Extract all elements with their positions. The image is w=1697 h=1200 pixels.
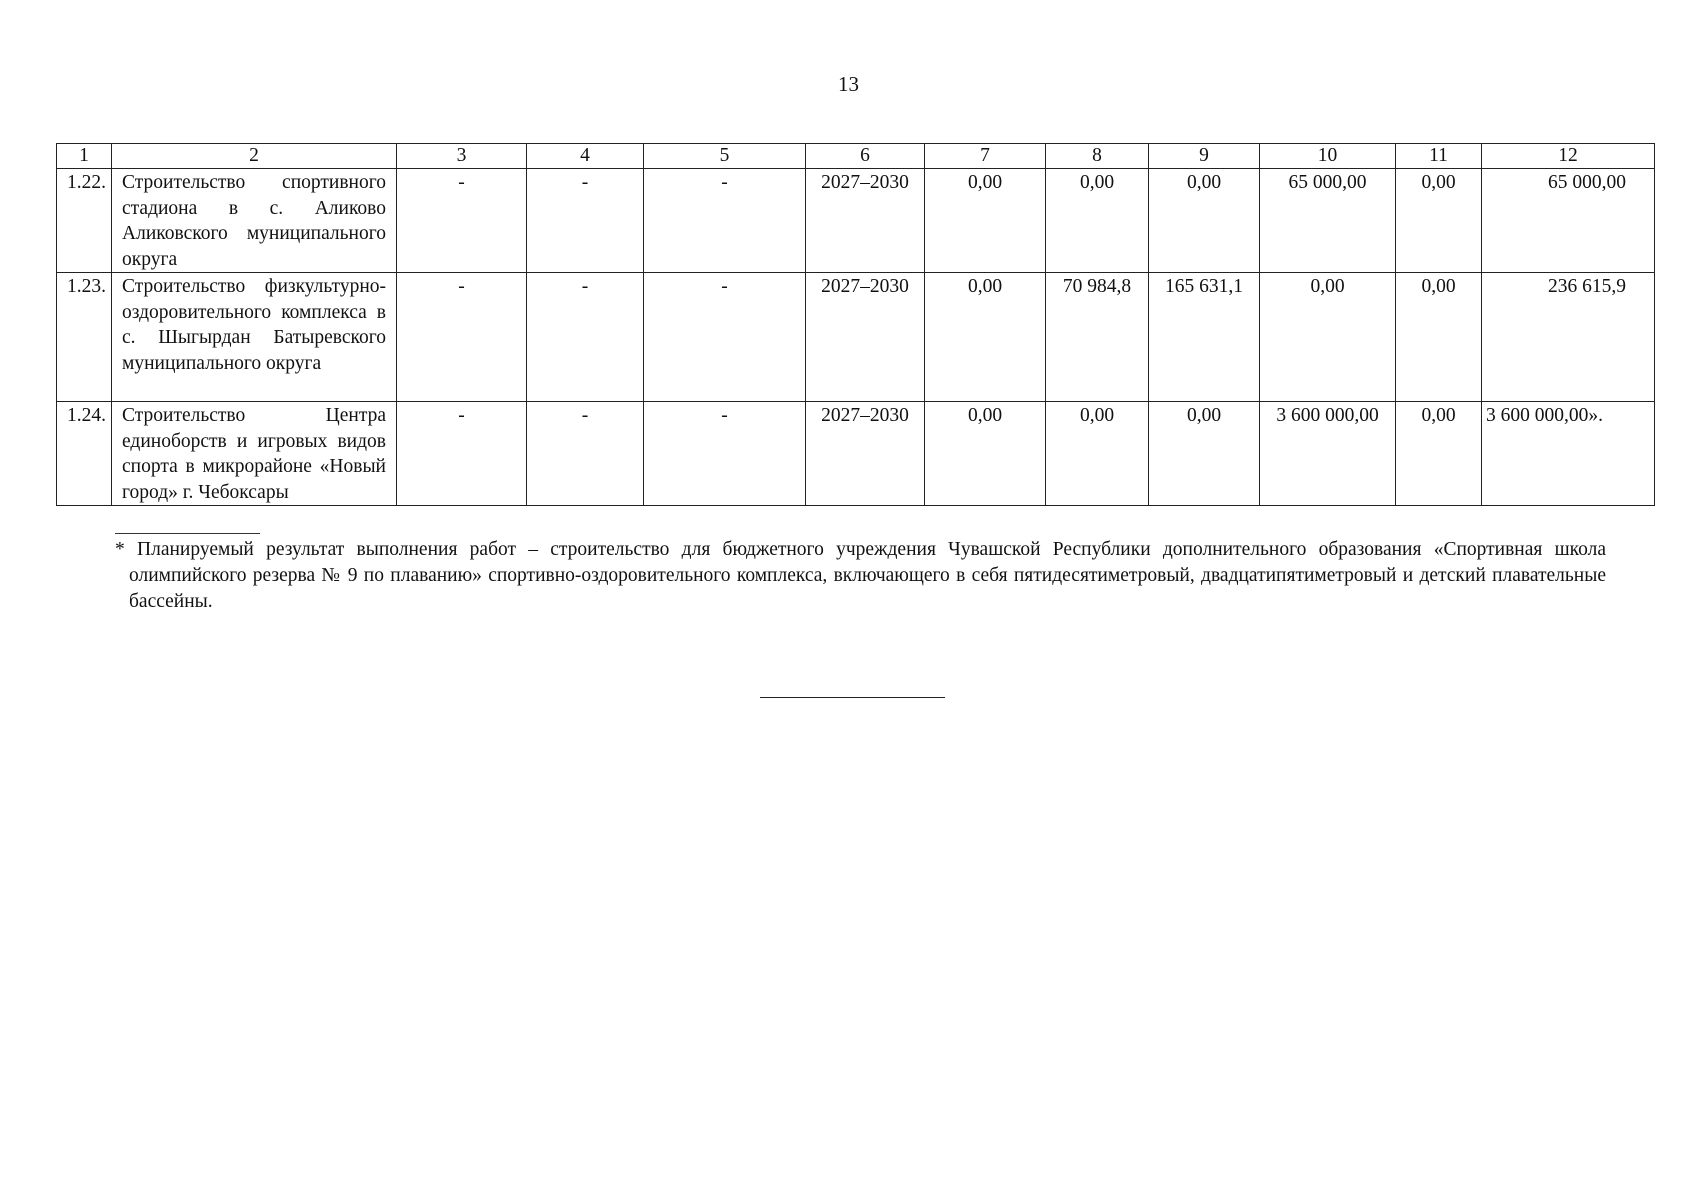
table-header-row [57, 144, 1655, 169]
cell-col11: 0,00 [1396, 273, 1482, 402]
end-of-document-rule [760, 697, 945, 698]
cell-period: 2027–2030 [806, 402, 925, 506]
row-name: Строительство Центра единоборств и игровых видов спорта в микрорайоне «Новый город» г. Чебоксары [112, 402, 397, 506]
cell-col5: - [644, 402, 806, 506]
cell-col3: - [397, 402, 527, 506]
cell-col8: 70 984,8 [1046, 273, 1149, 402]
cell-col4: - [527, 402, 644, 506]
column-header: 9 [1149, 144, 1260, 169]
column-header: 4 [527, 144, 644, 169]
cell-period: 2027–2030 [806, 169, 925, 273]
cell-col7: 0,00 [925, 402, 1046, 506]
column-header: 2 [112, 144, 397, 169]
column-header: 7 [925, 144, 1046, 169]
cell-col5: - [644, 169, 806, 273]
cell-col12: 3 600 000,00». [1482, 402, 1655, 506]
footnote: * Планируемый результат выполнения работ – строительство для бюджетного учреждения Чувашской Республики дополнительного образования «Спортивная школа олимпийского резерва № 9 по плаванию» спортивно-оздоровительного комплекса, включающего в себя пятидесятиметровый, двадцатипятиметровый и детский плавательные бассейны. [115, 539, 1606, 612]
cell-col8: 0,00 [1046, 402, 1149, 506]
column-header: 6 [806, 144, 925, 169]
column-header: 8 [1046, 144, 1149, 169]
column-header: 1 [57, 144, 112, 169]
column-header: 10 [1260, 144, 1396, 169]
table-row [57, 402, 1655, 506]
column-header: 12 [1482, 144, 1655, 169]
column-header: 11 [1396, 144, 1482, 169]
program-table [56, 143, 1655, 506]
cell-col8: 0,00 [1046, 169, 1149, 273]
cell-col11: 0,00 [1396, 402, 1482, 506]
cell-col7: 0,00 [925, 273, 1046, 402]
cell-col10: 3 600 000,00 [1260, 402, 1396, 506]
row-number: 1.24. [57, 402, 112, 506]
cell-col7: 0,00 [925, 169, 1046, 273]
cell-col10: 65 000,00 [1260, 169, 1396, 273]
column-header: 3 [397, 144, 527, 169]
cell-col5: - [644, 273, 806, 402]
row-name: Строительство спортивного стадиона в с. Аликово Аликовского муниципального округа [112, 169, 397, 273]
cell-col12: 236 615,9 [1482, 273, 1655, 402]
column-header: 5 [644, 144, 806, 169]
cell-col11: 0,00 [1396, 169, 1482, 273]
row-name: Строительство физкультурно-оздоровительного комплекса в с. Шыгырдан Батыревского муниципального округа [112, 273, 397, 402]
table-row [57, 273, 1655, 402]
footnote-separator [115, 533, 260, 534]
cell-col9: 0,00 [1149, 402, 1260, 506]
row-number: 1.23. [57, 273, 112, 402]
cell-col4: - [527, 273, 644, 402]
cell-col9: 165 631,1 [1149, 273, 1260, 402]
cell-col4: - [527, 169, 644, 273]
cell-period: 2027–2030 [806, 273, 925, 402]
cell-col12: 65 000,00 [1482, 169, 1655, 273]
cell-col3: - [397, 273, 527, 402]
page-number: 13 [838, 72, 859, 96]
cell-col9: 0,00 [1149, 169, 1260, 273]
cell-col3: - [397, 169, 527, 273]
table-row [57, 169, 1655, 273]
cell-col10: 0,00 [1260, 273, 1396, 402]
row-number: 1.22. [57, 169, 112, 273]
